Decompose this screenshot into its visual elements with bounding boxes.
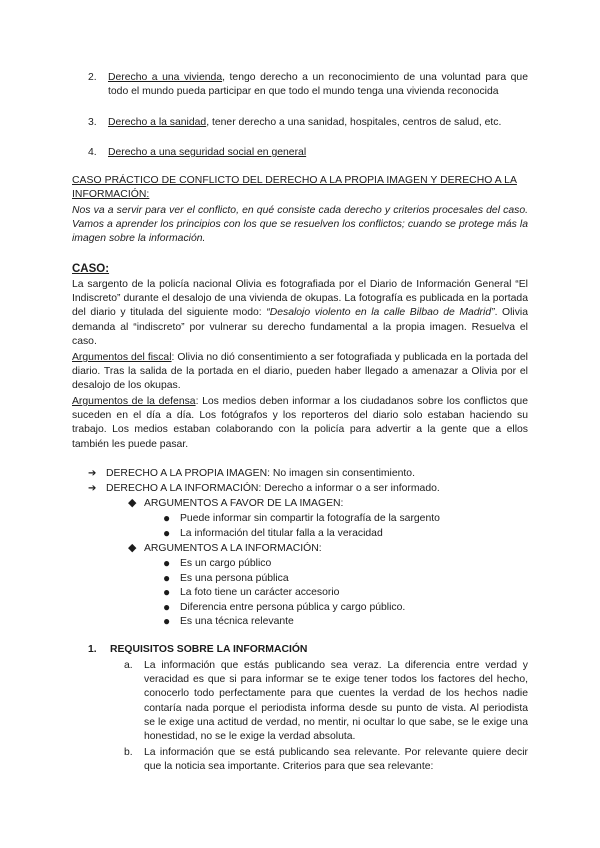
bullet-item: ● La foto tiene un carácter accesorio	[163, 585, 340, 599]
list-text: Derecho a la sanidad, tener derecho a una sanidad, hospitales, centros de salud, etc.	[108, 117, 502, 128]
requisito-item: a. La información que estás publicando sea veraz. La diferencia entre verdad y veracidad es que si para informar se te exige tener todos los factores del hecho, conocerlo todo perfectamente para que cuentes la verdad de los hechos nadie contaría nada porque el periodista informa desde su punto de vista. Al periodista se le exige una actitud de verdad, no mentir, ni ocultar lo que sabe, se le exige una honestidad, no se le exige la verdad absoluta.	[124, 660, 528, 743]
list-text: Derecho a una vivienda, tengo derecho a un reconocimiento de una voluntad para que todo el mundo pueda participar en que todo el mundo tenga una vivienda reconocida	[108, 72, 528, 98]
case-title: CASO PRÁCTICO DE CONFLICTO DEL DERECHO A LA PROPIA IMAGEN Y DERECHO A LA INFORMACIÓN:	[72, 175, 517, 201]
case-intro: Nos va a servir para ver el conflicto, en qué consiste cada derecho y criterios procesales del caso. Vamos a aprender los principios con los que se resuelven los conflictos; cuando se protege más la imagen sobre la información.	[72, 205, 528, 245]
fiscal-paragraph: Argumentos del fiscal: Olivia no dió consentimiento a ser fotografiada y publicada en la portada del diario. Tras la salida de la portada en el diario, pueden haber llegado a amenazar a Olivia por el desalojo de los okupas.	[72, 352, 528, 392]
newspaper-headline: “Desalojo violento en la calle Bilbao de Madrid”	[266, 307, 495, 319]
diamond-icon: ◆	[128, 497, 137, 509]
requisito-item: b. La información que se está publicando sea relevante. Por relevante quiere decir que la noticia sea importante. Criterios para que sea relevante:	[124, 747, 528, 773]
arrow-item: ➔ DERECHO A LA PROPIA IMAGEN: No imagen sin consentimiento.	[88, 467, 528, 481]
bullet-item: ● La información del titular falla a la veracidad	[163, 526, 383, 540]
arrow-item: ➔ DERECHO A LA INFORMACIÓN: Derecho a informar o a ser informado.	[88, 482, 528, 496]
bullet-icon: ●	[163, 585, 171, 599]
arrow-icon: ➔	[88, 483, 97, 494]
bullet-icon: ●	[163, 600, 171, 614]
list-number: 4.	[88, 147, 97, 158]
defensa-label: Argumentos de la defensa	[72, 396, 196, 407]
diamond-item: ◆ ARGUMENTOS A LA INFORMACIÓN:	[128, 542, 322, 554]
caso-heading: CASO:	[72, 263, 110, 275]
defensa-paragraph: Argumentos de la defensa: Los medios deben informar a los ciudadanos sobre los conflictos que suceden en el día a día. Los fotógrafos y los reporteros del diario solo estaban haciendo su trabajo. Los medios estaban colaborando con la policía para advertir a la gente que a ellos también les puede pasar.	[72, 396, 528, 450]
bullet-item: ● Es una técnica relevante	[163, 614, 294, 628]
right-title: Derecho a una vivienda	[108, 72, 223, 83]
list-item	[88, 116, 528, 130]
diamond-icon: ◆	[128, 542, 137, 554]
bullet-icon: ●	[163, 614, 171, 628]
bullet-icon: ●	[163, 511, 171, 525]
arrow-icon: ➔	[88, 468, 97, 479]
bullet-icon: ●	[163, 556, 171, 570]
list-text	[108, 146, 528, 160]
diamond-item: ◆ ARGUMENTOS A FAVOR DE LA IMAGEN:	[128, 497, 344, 509]
bullet-item: ● Diferencia entre persona pública y cargo público.	[163, 600, 406, 614]
bullet-item: ● Es una persona pública	[163, 571, 289, 585]
bullet-item: ● Es un cargo público	[163, 556, 272, 570]
list-item	[88, 146, 528, 160]
fiscal-label: Argumentos del fiscal	[72, 352, 172, 363]
bullet-icon: ●	[163, 526, 171, 540]
list-item	[88, 71, 528, 99]
right-title: Derecho a una seguridad social en general	[108, 147, 307, 158]
right-title: Derecho a la sanidad	[108, 117, 207, 128]
case-paragraph: La sargento de la policía nacional Olivia es fotografiada por el Diario de Información General “El Indiscreto” durante el desalojo de una vivienda de okupas. La fotografía es publicada en la portada del diario y titulada del siguiente modo: “Desalojo violento en la calle Bilbao de Madrid”. Olivia demanda al “indiscreto” por vulnerar su derecho fundamental a la propia imagen. Resuelva el caso.	[72, 279, 528, 347]
requisitos-heading: 1. REQUISITOS SOBRE LA INFORMACIÓN	[88, 644, 308, 655]
bullet-item: ● Puede informar sin compartir la fotografía de la sargento	[163, 511, 440, 525]
bullet-icon: ●	[163, 571, 171, 585]
list-number: 2.	[88, 72, 97, 83]
list-number: 3.	[88, 117, 97, 128]
